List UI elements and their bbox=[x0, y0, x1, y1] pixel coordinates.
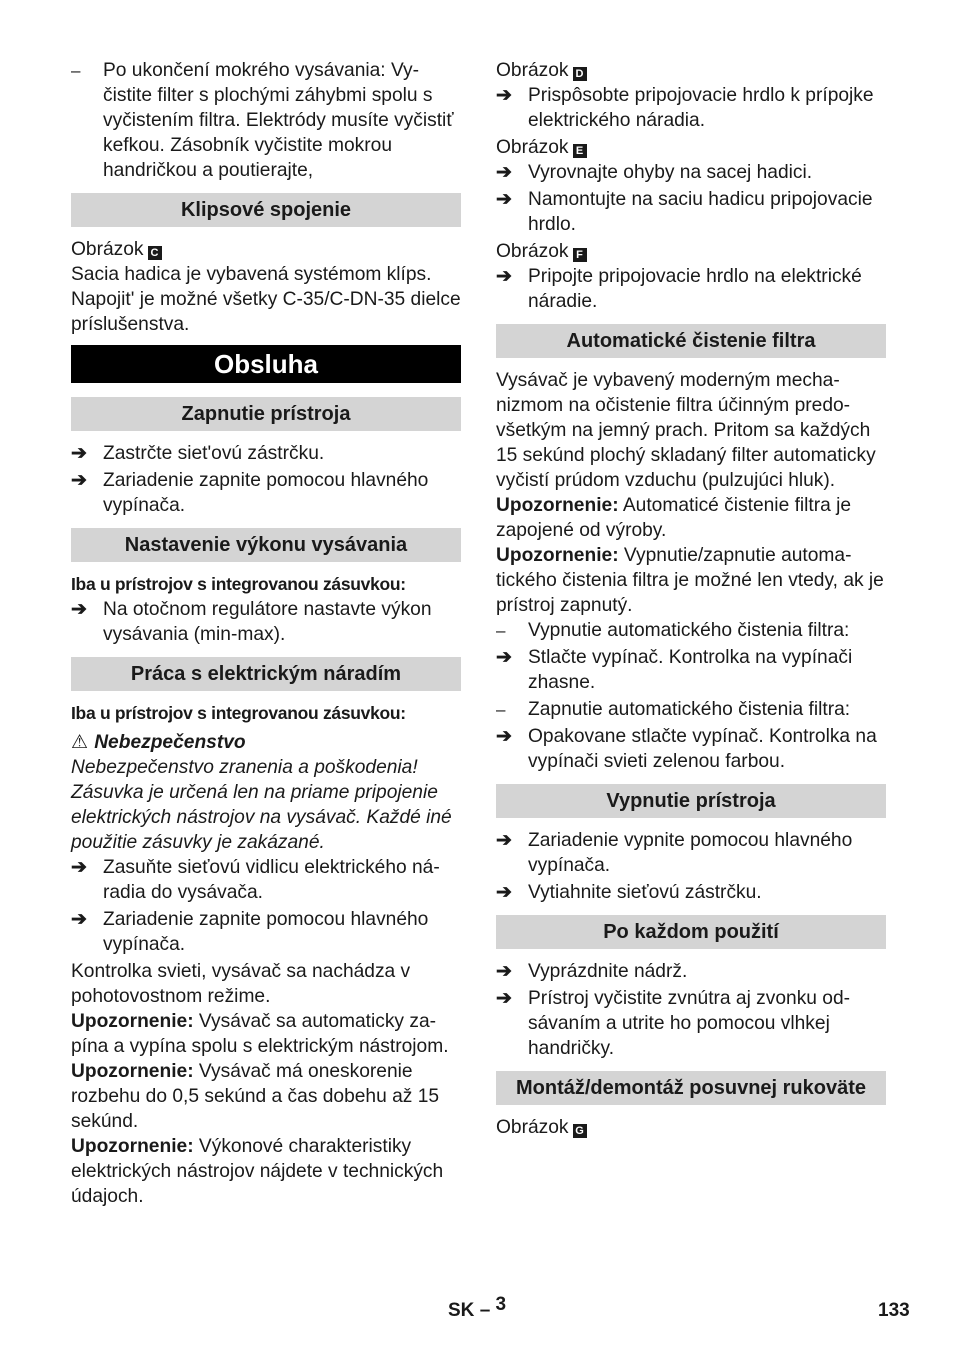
page-number: 133 bbox=[878, 1300, 910, 1321]
figure-label: Obrázok bbox=[496, 137, 569, 158]
left-column bbox=[71, 58, 461, 1209]
arrow-right-icon: ➔ bbox=[496, 85, 512, 106]
figure-label: Obrázok bbox=[496, 60, 569, 81]
arrow-right-icon: ➔ bbox=[496, 882, 512, 903]
note-integrated-socket: Iba u prístrojov s integrovanou zásuvkou: bbox=[71, 703, 406, 723]
warning-heading bbox=[71, 730, 461, 755]
note-text: Vypnutie/zapnutie automatického čistenia filtra je možné len vtedy, ak je prístroj zapnutý. bbox=[496, 545, 884, 616]
arrow-right-icon: ➔ bbox=[496, 961, 512, 982]
arrow-item bbox=[496, 880, 886, 905]
note-paragraph bbox=[496, 493, 886, 543]
note-label: Upozornenie: bbox=[496, 545, 619, 566]
arrow-right-icon: ➔ bbox=[496, 162, 512, 183]
footer-section-number: 3 bbox=[495, 1294, 507, 1315]
arrow-item-text: Zasuňte sieťovú vidlicu elektrického náradia do vysávača. bbox=[103, 857, 440, 903]
figure-ref bbox=[71, 237, 461, 262]
figure-ref bbox=[496, 1115, 886, 1140]
section-heading-po-kazdom: Po každom použití bbox=[496, 915, 886, 949]
figure-ref bbox=[496, 239, 886, 264]
section-heading-praca: Práca s elektrickým náradím bbox=[71, 657, 461, 691]
arrow-right-icon: ➔ bbox=[71, 599, 87, 620]
arrow-item bbox=[496, 160, 886, 185]
dash-item bbox=[496, 618, 886, 643]
figure-label: Obrázok bbox=[496, 1117, 569, 1138]
arrow-right-icon: ➔ bbox=[496, 647, 512, 668]
note-text: Automaticé čistenie filtra je zapojené od výroby. bbox=[496, 495, 852, 541]
dash-marker: – bbox=[496, 621, 506, 640]
figure-label: Obrázok bbox=[496, 241, 569, 262]
dash-item-text: Po ukončení mokrého vysávania: Vyčistite filter s plochými záhybmi spolu s vyčistením filtra. Elektródy musíte vyčistiť kefkou. Zásobník vyčistite mokrou handričkou a poutierajte, bbox=[103, 60, 454, 181]
figure-label: Obrázok bbox=[71, 239, 144, 260]
arrow-item bbox=[496, 959, 886, 984]
figure-letter-icon: E bbox=[573, 144, 587, 158]
arrow-right-icon: ➔ bbox=[71, 857, 87, 878]
arrow-right-icon: ➔ bbox=[496, 988, 512, 1009]
paragraph: Kontrolka svieti, vysávač sa nachádza v pohotovostnom režime. bbox=[71, 961, 411, 1007]
arrow-item bbox=[496, 986, 886, 1061]
section-heading-montaz: Montáž/demontáž posuvnej rukoväte bbox=[496, 1071, 886, 1105]
figure-letter-icon: F bbox=[573, 248, 587, 262]
section-heading-zapnutie: Zapnutie prístroja bbox=[71, 397, 461, 431]
arrow-item-text: Namontujte na saciu hadicu pripojovacie hrdlo. bbox=[528, 189, 873, 235]
arrow-right-icon: ➔ bbox=[71, 443, 87, 464]
dash-marker: – bbox=[71, 61, 81, 80]
note-label: Upozornenie: bbox=[71, 1136, 194, 1157]
warning-text: Nebezpečenstvo zranenia a poškodenia! Zásuvka je určená len na priame pripojenie elektrických nástrojov na vysávač. Každé iné použitie zásuvky je zakázané. bbox=[71, 757, 452, 853]
paragraph: Vysávač je vybavený moderným mechanizmom na očistenie filtra účinným predovšetkým na jemný prach. Pritom sa každých 15 sekúnd plochý skladaný filter automaticky vyčistí prúdom vzduchu (pulzujúci hluk). bbox=[496, 370, 876, 491]
note-paragraph bbox=[71, 1134, 461, 1209]
dash-item-text: Vypnutie automatického čistenia filtra: bbox=[528, 620, 850, 641]
figure-letter-icon: G bbox=[573, 1124, 587, 1138]
arrow-right-icon: ➔ bbox=[496, 189, 512, 210]
right-column bbox=[496, 58, 886, 1140]
warning-triangle-icon: ⚠ bbox=[71, 732, 89, 753]
dash-item bbox=[496, 697, 886, 722]
arrow-item-text: Zariadenie zapnite pomocou hlavného vypínača. bbox=[103, 909, 429, 955]
dash-marker: – bbox=[496, 700, 506, 719]
paragraph: Sacia hadica je vybavená systémom klíps. Napojit' je možné všetky C-35/C-DN-35 dielce príslušenstva. bbox=[71, 264, 461, 335]
dash-item-text: Zapnutie automatického čistenia filtra: bbox=[528, 699, 851, 720]
arrow-item bbox=[71, 441, 461, 466]
arrow-item bbox=[71, 855, 461, 905]
arrow-item-text: Vytiahnite sieťovú zástrčku. bbox=[528, 882, 762, 903]
arrow-item-text: Zastrčte siet'ovú zástrčku. bbox=[103, 443, 325, 464]
arrow-item bbox=[496, 828, 886, 878]
arrow-item-text: Prístroj vyčistite zvnútra aj zvonku odsávaním a utrite ho pomocou vlhkej handričky. bbox=[528, 988, 851, 1059]
footer-section-marker bbox=[448, 1294, 507, 1323]
note-label: Upozornenie: bbox=[496, 495, 619, 516]
arrow-item-text: Prispôsobte pripojovacie hrdlo k prípojke elektrického náradia. bbox=[528, 85, 874, 131]
arrow-item-text: Stlačte vypínač. Kontrolka na vypínači zhasne. bbox=[528, 647, 853, 693]
arrow-item bbox=[496, 83, 886, 133]
note-label: Upozornenie: bbox=[71, 1061, 194, 1082]
arrow-item-text: Zariadenie zapnite pomocou hlavného vypínača. bbox=[103, 470, 429, 516]
arrow-item-text: Vyrovnajte ohyby na sacej hadici. bbox=[528, 162, 813, 183]
arrow-item bbox=[71, 468, 461, 518]
figure-ref bbox=[496, 58, 886, 83]
arrow-item bbox=[71, 907, 461, 957]
note-paragraph bbox=[71, 1059, 461, 1134]
section-heading-vypnutie: Vypnutie prístroja bbox=[496, 784, 886, 818]
arrow-right-icon: ➔ bbox=[496, 830, 512, 851]
arrow-right-icon: ➔ bbox=[496, 266, 512, 287]
note-text: Vysávač má oneskorenie rozbehu do 0,5 sekúnd a čas dobehu až 15 sekúnd. bbox=[71, 1061, 440, 1132]
note-text: Vysávač sa automaticky zapína a vypína spolu s elektrickým nástrojom. bbox=[71, 1011, 449, 1057]
arrow-item bbox=[496, 264, 886, 314]
arrow-item-text: Zariadenie vypnite pomocou hlavného vypínača. bbox=[528, 830, 853, 876]
footer-lang: SK bbox=[448, 1300, 475, 1321]
arrow-item bbox=[71, 597, 461, 647]
section-heading-klips: Klipsové spojenie bbox=[71, 193, 461, 227]
arrow-item bbox=[496, 187, 886, 237]
figure-letter-icon: C bbox=[148, 246, 162, 260]
note-paragraph bbox=[496, 543, 886, 618]
note-integrated-socket: Iba u prístrojov s integrovanou zásuvkou: bbox=[71, 574, 406, 594]
warning-title: Nebezpečenstvo bbox=[94, 732, 246, 753]
note-text: Výkonové charakteristiky elektrických nástrojov nájdete v technických údajoch. bbox=[71, 1136, 444, 1207]
arrow-item-text: Pripojte pripojovacie hrdlo na elektrické náradie. bbox=[528, 266, 862, 312]
section-heading-nastavenie: Nastavenie výkonu vysávania bbox=[71, 528, 461, 562]
note-paragraph bbox=[71, 1009, 461, 1059]
arrow-item bbox=[496, 724, 886, 774]
section-heading-auto-filter: Automatické čistenie filtra bbox=[496, 324, 886, 358]
arrow-item bbox=[496, 645, 886, 695]
arrow-item-text: Vyprázdnite nádrž. bbox=[528, 961, 688, 982]
note-label: Upozornenie: bbox=[71, 1011, 194, 1032]
dash-item bbox=[71, 58, 461, 183]
arrow-right-icon: ➔ bbox=[496, 726, 512, 747]
arrow-item-text: Na otočnom regulátore nastavte výkon vysávania (min-max). bbox=[103, 599, 432, 645]
figure-letter-icon: D bbox=[573, 67, 587, 81]
figure-ref bbox=[496, 135, 886, 160]
arrow-right-icon: ➔ bbox=[71, 909, 87, 930]
chapter-heading-obsluha: Obsluha bbox=[71, 345, 461, 383]
footer-separator: – bbox=[479, 1300, 491, 1321]
arrow-item-text: Opakovane stlačte vypínač. Kontrolka na vypínači svieti zelenou farbou. bbox=[528, 726, 877, 772]
arrow-right-icon: ➔ bbox=[71, 470, 87, 491]
